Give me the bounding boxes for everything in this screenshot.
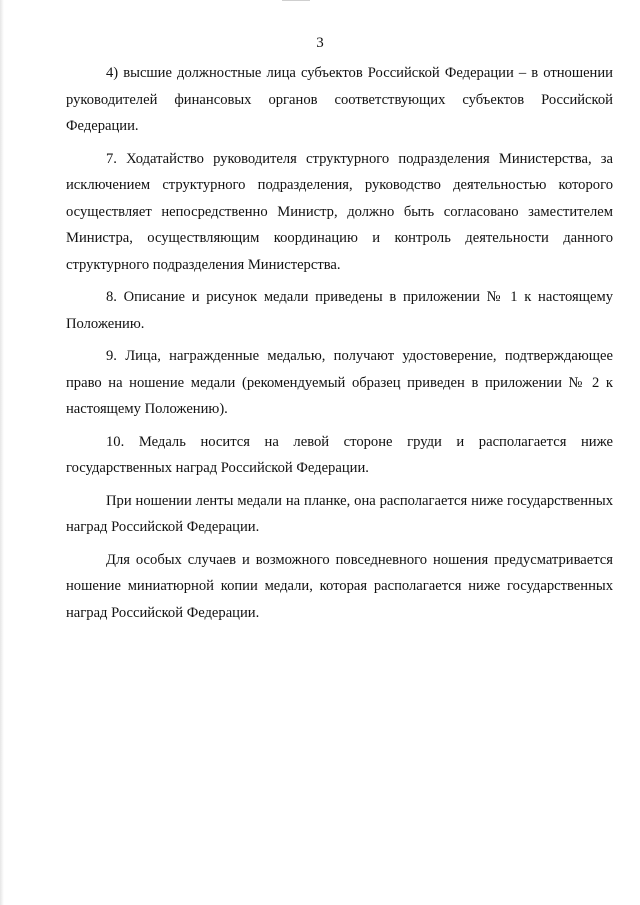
paragraph-7-petition: 7. Ходатайство руководителя структурного подразделения Министерства, за исключением структурного подразделения, руководство деятельностью которого осуществляет непосредственно Министр, должно быть согласовано заместителем Министра, осуществляющим координацию и контроль деятельности данного структурного подразделения Министерства. bbox=[66, 150, 613, 273]
page-number: 3 bbox=[316, 35, 324, 51]
scan-top-mark bbox=[282, 0, 310, 1]
paragraph-item-4-subjects: 4) высшие должностные лица субъектов Российской Федерации – в отношении руководителей финансовых органов соответствующих субъектов Российской Федерации. bbox=[66, 65, 613, 134]
document-body bbox=[66, 60, 613, 632]
paragraph-8-description: 8. Описание и рисунок медали приведены в приложении № 1 к настоящему Положению. bbox=[66, 289, 613, 332]
paragraph-ribbon-bar: При ношении ленты медали на планке, она располагается ниже государственных наград Российской Федерации. bbox=[66, 492, 613, 535]
paragraph-10-wearing: 10. Медаль носится на левой стороне груди и располагается ниже государственных наград Российской Федерации. bbox=[66, 433, 613, 476]
paragraph-miniature-copy: Для особых случаев и возможного повседневного ношения предусматривается ношение миниатюрной копии медали, которая располагается ниже государственных наград Российской Федерации. bbox=[66, 551, 613, 621]
paragraph-9-certificate: 9. Лица, награжденные медалью, получают удостоверение, подтверждающее право на ношение медали (рекомендуемый образец приведен в приложении № 2 к настоящему Положению). bbox=[66, 348, 613, 417]
scan-shadow-edge bbox=[0, 0, 4, 905]
